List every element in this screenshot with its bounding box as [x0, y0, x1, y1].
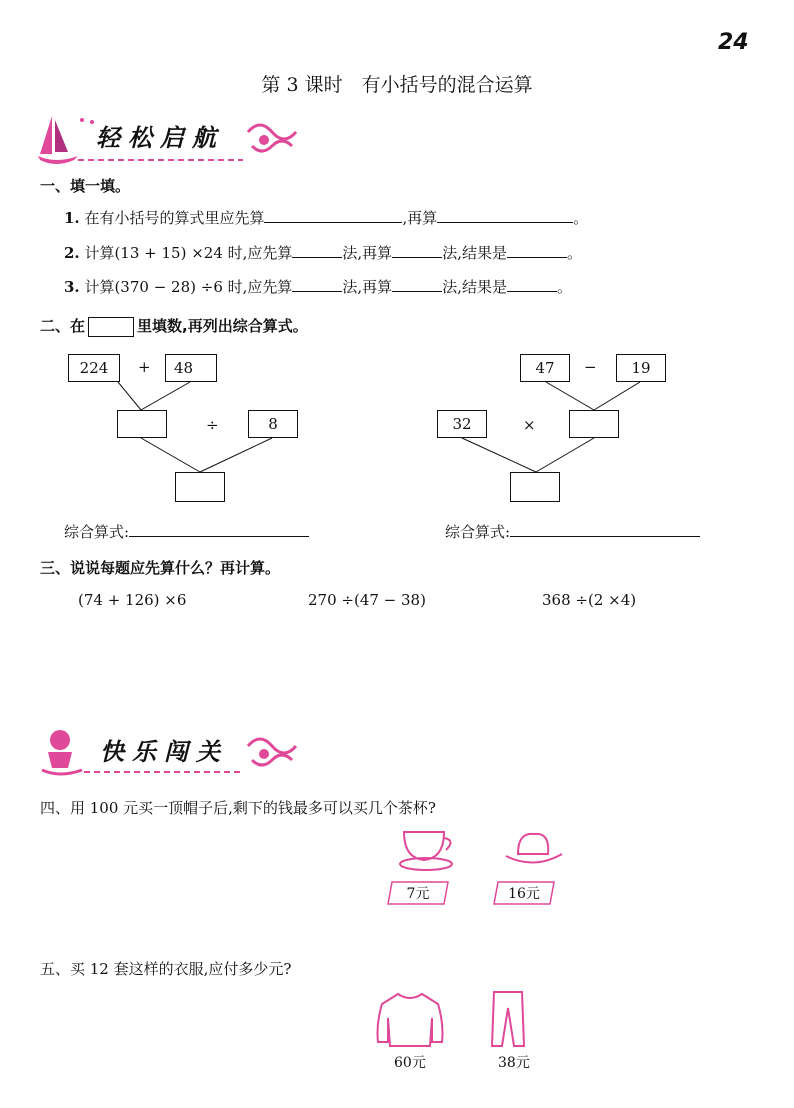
left-num-8: 8 — [248, 410, 298, 438]
q3-end: 。 — [556, 278, 572, 296]
q2-number: 2. — [64, 244, 80, 262]
q3-number: 3. — [64, 278, 80, 296]
teacup-icon — [398, 826, 462, 874]
left-divide-op: ÷ — [206, 416, 219, 434]
q3-text-c: 法,结果是 — [442, 278, 507, 296]
right-num-32: 32 — [437, 410, 487, 438]
cup-price-tag — [386, 880, 450, 906]
section3-heading: 三、说说每题应先算什么？再计算。 — [40, 559, 281, 577]
shirt-price: 60元 — [394, 1055, 426, 1071]
left-num-48: 48 — [165, 354, 217, 382]
pants-price: 38元 — [498, 1055, 530, 1071]
q2-end: 。 — [566, 244, 582, 262]
banner-kuaile — [38, 726, 298, 782]
sweater-icon — [372, 990, 448, 1050]
right-formula-label: 综合算式: — [445, 523, 511, 541]
hat-price-tag — [492, 880, 556, 906]
left-formula-blank[interactable] — [129, 522, 309, 537]
q1-text-a: 在有小括号的算式里应先算 — [84, 209, 265, 227]
cup-price: 7元 — [406, 886, 430, 902]
pants-icon — [488, 988, 528, 1052]
lesson-title: 第 3 课时 有小括号的混合运算 — [261, 74, 533, 96]
right-num-47: 47 — [520, 354, 570, 382]
q1-number: 1. — [64, 209, 80, 227]
left-formula-label: 综合算式: — [64, 523, 130, 541]
q3-text-a: 计算(370 − 28) ÷6 时,应先算 — [84, 278, 293, 296]
right-formula — [445, 521, 700, 542]
banner-title-2: 快乐闯关 — [100, 737, 228, 766]
left-plus-op: + — [138, 358, 151, 376]
section2-heading-b: 里填数,再列出综合算式。 — [137, 317, 308, 335]
q2-text-a: 计算(13 + 15) ×24 时,应先算 — [84, 244, 293, 262]
right-times-op: × — [523, 416, 536, 434]
q3-text-b: 法,再算 — [342, 278, 393, 296]
page-number: 24 — [718, 30, 749, 55]
expr-3: 368 ÷(2 ×4) — [542, 591, 637, 609]
section2-heading-a: 二、在 — [40, 317, 86, 335]
left-answer-box-1[interactable] — [117, 410, 167, 438]
right-answer-box-2[interactable] — [510, 472, 560, 502]
q1-text-b: ,再算 — [402, 209, 438, 227]
q2-text-c: 法,结果是 — [442, 244, 507, 262]
section4-heading: 四、用 100 元买一顶帽子后,剩下的钱最多可以买几个茶杯? — [40, 799, 436, 817]
section5-heading: 五、买 12 套这样的衣服,应付多少元? — [40, 960, 292, 978]
expr-1: (74 + 126) ×6 — [78, 591, 187, 609]
hat-price: 16元 — [508, 886, 540, 902]
left-num-224: 224 — [68, 354, 120, 382]
section1-heading: 一、填一填。 — [40, 177, 131, 195]
left-formula — [64, 521, 309, 542]
hat-icon — [504, 826, 564, 874]
q2-text-b: 法,再算 — [342, 244, 393, 262]
q1-end: 。 — [573, 209, 589, 227]
left-answer-box-2[interactable] — [175, 472, 225, 502]
right-answer-box-1[interactable] — [569, 410, 619, 438]
right-num-19: 19 — [616, 354, 666, 382]
expr-2: 270 ÷(47 − 38) — [308, 591, 426, 609]
right-minus-op: − — [584, 358, 597, 376]
banner-title: 轻松启航 — [96, 123, 224, 152]
right-formula-blank[interactable] — [510, 522, 700, 537]
